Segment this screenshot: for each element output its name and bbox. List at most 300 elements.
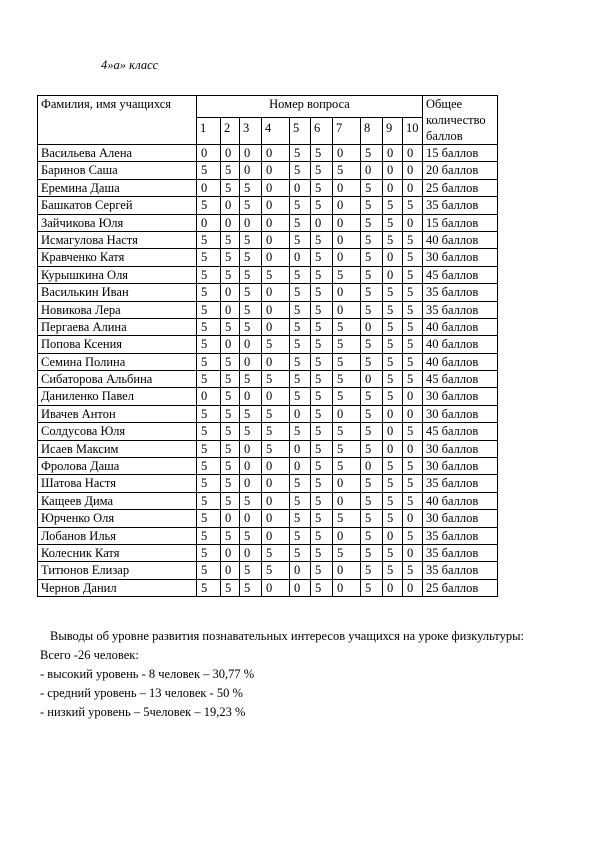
score-cell-q4: 0 xyxy=(262,231,290,248)
score-cell-q6: 5 xyxy=(311,145,333,162)
score-cell-q5: 0 xyxy=(290,562,311,579)
score-cell-q9: 5 xyxy=(383,214,403,231)
score-cell-q4: 0 xyxy=(262,301,290,318)
score-cell-q3: 0 xyxy=(240,458,262,475)
score-cell-q3: 5 xyxy=(240,231,262,248)
score-cell-q10: 5 xyxy=(403,527,423,544)
score-cell-q7: 5 xyxy=(333,162,361,179)
total-score: 40 баллов xyxy=(423,231,498,248)
score-cell-q9: 0 xyxy=(383,266,403,283)
score-cell-q6: 5 xyxy=(311,405,333,422)
score-cell-q3: 5 xyxy=(240,492,262,509)
score-cell-q4: 0 xyxy=(262,318,290,335)
total-score: 40 баллов xyxy=(423,336,498,353)
total-score: 35 баллов xyxy=(423,527,498,544)
total-score: 15 баллов xyxy=(423,145,498,162)
total-score: 30 баллов xyxy=(423,510,498,527)
score-cell-q10: 0 xyxy=(403,145,423,162)
score-cell-q2: 5 xyxy=(221,318,240,335)
score-cell-q4: 0 xyxy=(262,179,290,196)
score-cell-q2: 0 xyxy=(221,145,240,162)
score-cell-q8: 5 xyxy=(361,145,383,162)
score-cell-q2: 5 xyxy=(221,405,240,422)
header-question-4: 4 xyxy=(262,118,290,145)
score-cell-q10: 5 xyxy=(403,475,423,492)
score-cell-q5: 5 xyxy=(290,318,311,335)
score-cell-q8: 5 xyxy=(361,405,383,422)
score-cell-q7: 0 xyxy=(333,179,361,196)
score-cell-q3: 5 xyxy=(240,301,262,318)
header-question-10: 10 xyxy=(403,118,423,145)
student-name: Титюнов Елизар xyxy=(38,562,197,579)
score-cell-q8: 5 xyxy=(361,214,383,231)
table-row xyxy=(38,492,498,509)
scores-table xyxy=(37,95,498,597)
score-cell-q8: 5 xyxy=(361,510,383,527)
table-row xyxy=(38,249,498,266)
score-cell-q10: 5 xyxy=(403,562,423,579)
score-cell-q3: 0 xyxy=(240,510,262,527)
table-row xyxy=(38,388,498,405)
table-row xyxy=(38,179,498,196)
score-cell-q2: 5 xyxy=(221,475,240,492)
score-cell-q3: 5 xyxy=(240,197,262,214)
score-cell-q8: 5 xyxy=(361,527,383,544)
score-cell-q3: 0 xyxy=(240,336,262,353)
score-cell-q2: 0 xyxy=(221,197,240,214)
total-score: 35 баллов xyxy=(423,301,498,318)
header-question-2: 2 xyxy=(221,118,240,145)
total-score: 35 баллов xyxy=(423,284,498,301)
table-row xyxy=(38,301,498,318)
score-cell-q10: 5 xyxy=(403,371,423,388)
score-cell-q1: 5 xyxy=(197,231,221,248)
score-cell-q5: 5 xyxy=(290,266,311,283)
score-cell-q1: 5 xyxy=(197,527,221,544)
student-name: Юрченко Оля xyxy=(38,510,197,527)
table-row xyxy=(38,440,498,457)
score-cell-q3: 5 xyxy=(240,266,262,283)
table-row xyxy=(38,266,498,283)
score-cell-q8: 5 xyxy=(361,266,383,283)
score-cell-q8: 5 xyxy=(361,388,383,405)
score-cell-q2: 5 xyxy=(221,527,240,544)
header-total-line-3: баллов xyxy=(426,129,463,143)
score-cell-q8: 0 xyxy=(361,162,383,179)
score-cell-q8: 5 xyxy=(361,544,383,561)
score-cell-q1: 5 xyxy=(197,458,221,475)
score-cell-q4: 0 xyxy=(262,388,290,405)
score-cell-q10: 5 xyxy=(403,231,423,248)
score-cell-q2: 0 xyxy=(221,510,240,527)
table-row xyxy=(38,458,498,475)
score-cell-q3: 0 xyxy=(240,353,262,370)
score-cell-q4: 0 xyxy=(262,353,290,370)
score-cell-q9: 0 xyxy=(383,145,403,162)
score-cell-q2: 5 xyxy=(221,492,240,509)
score-cell-q4: 5 xyxy=(262,336,290,353)
score-cell-q8: 5 xyxy=(361,492,383,509)
score-cell-q9: 5 xyxy=(383,318,403,335)
score-cell-q4: 0 xyxy=(262,162,290,179)
score-cell-q9: 0 xyxy=(383,579,403,596)
summary-section xyxy=(40,627,540,722)
score-cell-q7: 0 xyxy=(333,527,361,544)
score-cell-q8: 5 xyxy=(361,231,383,248)
score-cell-q4: 5 xyxy=(262,562,290,579)
total-score: 15 баллов xyxy=(423,214,498,231)
table-row xyxy=(38,318,498,335)
student-name: Исаев Максим xyxy=(38,440,197,457)
score-cell-q6: 5 xyxy=(311,371,333,388)
score-cell-q1: 5 xyxy=(197,562,221,579)
score-cell-q4: 0 xyxy=(262,492,290,509)
header-question-8: 8 xyxy=(361,118,383,145)
total-score: 25 баллов xyxy=(423,179,498,196)
score-cell-q6: 5 xyxy=(311,197,333,214)
score-cell-q4: 5 xyxy=(262,371,290,388)
score-cell-q8: 5 xyxy=(361,562,383,579)
score-cell-q6: 0 xyxy=(311,214,333,231)
student-name: Кравченко Катя xyxy=(38,249,197,266)
header-question-3: 3 xyxy=(240,118,262,145)
score-cell-q1: 0 xyxy=(197,179,221,196)
score-cell-q7: 0 xyxy=(333,492,361,509)
student-name: Баринов Саша xyxy=(38,162,197,179)
score-cell-q2: 5 xyxy=(221,266,240,283)
score-cell-q8: 5 xyxy=(361,249,383,266)
header-question-5: 5 xyxy=(290,118,311,145)
table-row xyxy=(38,544,498,561)
score-cell-q7: 0 xyxy=(333,562,361,579)
total-score: 45 баллов xyxy=(423,266,498,283)
total-score: 30 баллов xyxy=(423,388,498,405)
score-cell-q5: 5 xyxy=(290,527,311,544)
score-cell-q6: 5 xyxy=(311,266,333,283)
student-name: Лобанов Илья xyxy=(38,527,197,544)
score-cell-q7: 0 xyxy=(333,301,361,318)
student-name: Курышкина Оля xyxy=(38,266,197,283)
score-cell-q10: 5 xyxy=(403,458,423,475)
score-cell-q10: 5 xyxy=(403,492,423,509)
table-row xyxy=(38,197,498,214)
header-question-1: 1 xyxy=(197,118,221,145)
score-cell-q9: 5 xyxy=(383,301,403,318)
total-score: 30 баллов xyxy=(423,440,498,457)
student-name: Кащеев Дима xyxy=(38,492,197,509)
score-cell-q6: 5 xyxy=(311,544,333,561)
total-score: 30 баллов xyxy=(423,405,498,422)
score-cell-q4: 5 xyxy=(262,405,290,422)
score-cell-q10: 0 xyxy=(403,405,423,422)
score-cell-q7: 5 xyxy=(333,336,361,353)
score-cell-q3: 0 xyxy=(240,145,262,162)
score-cell-q2: 5 xyxy=(221,579,240,596)
total-score: 40 баллов xyxy=(423,318,498,335)
score-cell-q7: 0 xyxy=(333,231,361,248)
table-row xyxy=(38,423,498,440)
score-cell-q6: 5 xyxy=(311,423,333,440)
score-cell-q3: 5 xyxy=(240,405,262,422)
score-cell-q2: 5 xyxy=(221,162,240,179)
score-cell-q5: 5 xyxy=(290,145,311,162)
score-cell-q10: 5 xyxy=(403,197,423,214)
score-cell-q1: 5 xyxy=(197,510,221,527)
table-row xyxy=(38,562,498,579)
student-name: Чернов Данил xyxy=(38,579,197,596)
score-cell-q1: 0 xyxy=(197,145,221,162)
score-cell-q9: 5 xyxy=(383,231,403,248)
student-name: Васильева Алена xyxy=(38,145,197,162)
score-cell-q5: 5 xyxy=(290,197,311,214)
score-cell-q2: 5 xyxy=(221,353,240,370)
score-cell-q9: 5 xyxy=(383,371,403,388)
score-cell-q8: 0 xyxy=(361,458,383,475)
score-cell-q9: 0 xyxy=(383,440,403,457)
score-cell-q3: 0 xyxy=(240,388,262,405)
table-row xyxy=(38,579,498,596)
score-cell-q9: 0 xyxy=(383,527,403,544)
score-cell-q10: 0 xyxy=(403,544,423,561)
score-cell-q9: 0 xyxy=(383,162,403,179)
score-cell-q10: 5 xyxy=(403,249,423,266)
score-cell-q4: 0 xyxy=(262,510,290,527)
score-cell-q7: 0 xyxy=(333,405,361,422)
score-cell-q10: 0 xyxy=(403,162,423,179)
score-cell-q2: 5 xyxy=(221,231,240,248)
student-name: Исмагулова Настя xyxy=(38,231,197,248)
score-cell-q7: 0 xyxy=(333,579,361,596)
score-cell-q1: 5 xyxy=(197,371,221,388)
header-total-score xyxy=(423,96,498,145)
class-title: 4»а» класс xyxy=(101,58,159,72)
score-cell-q5: 5 xyxy=(290,231,311,248)
score-cell-q7: 5 xyxy=(333,423,361,440)
score-cell-q5: 5 xyxy=(290,301,311,318)
score-cell-q1: 5 xyxy=(197,162,221,179)
table-row xyxy=(38,284,498,301)
table-row xyxy=(38,336,498,353)
score-cell-q2: 5 xyxy=(221,371,240,388)
score-cell-q9: 0 xyxy=(383,249,403,266)
summary-total: Всего -26 человек: xyxy=(40,648,139,662)
score-cell-q9: 5 xyxy=(383,544,403,561)
table-header-row-1 xyxy=(38,96,498,118)
total-score: 45 баллов xyxy=(423,423,498,440)
score-cell-q3: 5 xyxy=(240,527,262,544)
score-cell-q7: 0 xyxy=(333,249,361,266)
table-row xyxy=(38,214,498,231)
score-cell-q1: 5 xyxy=(197,440,221,457)
score-cell-q7: 0 xyxy=(333,475,361,492)
score-cell-q7: 5 xyxy=(333,544,361,561)
score-cell-q3: 0 xyxy=(240,544,262,561)
score-cell-q1: 5 xyxy=(197,353,221,370)
score-cell-q7: 5 xyxy=(333,510,361,527)
score-cell-q9: 5 xyxy=(383,336,403,353)
score-cell-q5: 5 xyxy=(290,353,311,370)
table-row xyxy=(38,510,498,527)
score-cell-q1: 5 xyxy=(197,301,221,318)
score-cell-q5: 0 xyxy=(290,440,311,457)
score-cell-q8: 5 xyxy=(361,301,383,318)
score-cell-q4: 0 xyxy=(262,579,290,596)
score-cell-q4: 0 xyxy=(262,527,290,544)
score-cell-q7: 0 xyxy=(333,284,361,301)
score-cell-q6: 5 xyxy=(311,562,333,579)
score-cell-q2: 5 xyxy=(221,440,240,457)
total-score: 35 баллов xyxy=(423,544,498,561)
score-cell-q5: 0 xyxy=(290,249,311,266)
score-cell-q5: 5 xyxy=(290,423,311,440)
score-cell-q6: 5 xyxy=(311,231,333,248)
table-row xyxy=(38,527,498,544)
score-cell-q3: 0 xyxy=(240,475,262,492)
score-cell-q7: 5 xyxy=(333,458,361,475)
score-cell-q4: 0 xyxy=(262,197,290,214)
score-cell-q8: 5 xyxy=(361,475,383,492)
score-cell-q1: 5 xyxy=(197,492,221,509)
total-score: 40 баллов xyxy=(423,353,498,370)
score-cell-q4: 5 xyxy=(262,423,290,440)
score-cell-q6: 5 xyxy=(311,162,333,179)
score-cell-q8: 5 xyxy=(361,353,383,370)
student-name: Колесник Катя xyxy=(38,544,197,561)
score-cell-q6: 5 xyxy=(311,388,333,405)
header-question-6: 6 xyxy=(311,118,333,145)
score-cell-q5: 0 xyxy=(290,579,311,596)
score-cell-q9: 5 xyxy=(383,388,403,405)
total-score: 40 баллов xyxy=(423,492,498,509)
total-score: 35 баллов xyxy=(423,562,498,579)
score-cell-q1: 5 xyxy=(197,405,221,422)
score-cell-q6: 5 xyxy=(311,179,333,196)
score-cell-q3: 5 xyxy=(240,579,262,596)
score-cell-q2: 5 xyxy=(221,458,240,475)
score-cell-q9: 0 xyxy=(383,179,403,196)
score-cell-q4: 5 xyxy=(262,440,290,457)
total-score: 35 баллов xyxy=(423,197,498,214)
score-cell-q7: 5 xyxy=(333,440,361,457)
score-cell-q10: 5 xyxy=(403,318,423,335)
score-cell-q5: 5 xyxy=(290,162,311,179)
score-cell-q2: 5 xyxy=(221,423,240,440)
score-cell-q3: 5 xyxy=(240,371,262,388)
score-cell-q7: 0 xyxy=(333,197,361,214)
score-cell-q7: 5 xyxy=(333,353,361,370)
score-cell-q9: 0 xyxy=(383,405,403,422)
student-name: Фролова Даша xyxy=(38,458,197,475)
student-name: Ивачев Антон xyxy=(38,405,197,422)
student-name: Сибаторова Альбина xyxy=(38,371,197,388)
score-cell-q10: 0 xyxy=(403,440,423,457)
score-cell-q4: 0 xyxy=(262,214,290,231)
score-cell-q6: 5 xyxy=(311,492,333,509)
score-cell-q8: 0 xyxy=(361,371,383,388)
score-cell-q1: 5 xyxy=(197,579,221,596)
score-cell-q9: 5 xyxy=(383,197,403,214)
score-cell-q3: 0 xyxy=(240,162,262,179)
score-cell-q10: 5 xyxy=(403,284,423,301)
score-cell-q2: 0 xyxy=(221,214,240,231)
score-cell-q7: 5 xyxy=(333,318,361,335)
score-cell-q9: 0 xyxy=(383,423,403,440)
score-cell-q9: 5 xyxy=(383,510,403,527)
table-row xyxy=(38,353,498,370)
score-cell-q3: 0 xyxy=(240,440,262,457)
score-cell-q5: 5 xyxy=(290,510,311,527)
score-cell-q6: 5 xyxy=(311,510,333,527)
total-score: 35 баллов xyxy=(423,475,498,492)
student-name: Новикова Лера xyxy=(38,301,197,318)
score-cell-q10: 0 xyxy=(403,510,423,527)
score-cell-q1: 0 xyxy=(197,214,221,231)
summary-level-low: - низкий уровень – 5человек – 19,23 % xyxy=(40,705,246,719)
total-score: 30 баллов xyxy=(423,458,498,475)
header-total-line-2: количество xyxy=(426,113,486,127)
score-cell-q5: 5 xyxy=(290,214,311,231)
student-name: Даниленко Павел xyxy=(38,388,197,405)
student-name: Еремина Даша xyxy=(38,179,197,196)
score-cell-q6: 5 xyxy=(311,318,333,335)
student-name: Пергаева Алина xyxy=(38,318,197,335)
score-cell-q6: 5 xyxy=(311,440,333,457)
score-cell-q10: 0 xyxy=(403,579,423,596)
score-cell-q9: 5 xyxy=(383,353,403,370)
score-cell-q2: 0 xyxy=(221,544,240,561)
table-row xyxy=(38,405,498,422)
score-cell-q5: 0 xyxy=(290,179,311,196)
score-cell-q2: 0 xyxy=(221,284,240,301)
score-cell-q3: 5 xyxy=(240,179,262,196)
score-cell-q10: 5 xyxy=(403,423,423,440)
score-cell-q6: 5 xyxy=(311,527,333,544)
score-cell-q6: 5 xyxy=(311,284,333,301)
score-cell-q4: 5 xyxy=(262,544,290,561)
score-cell-q1: 5 xyxy=(197,544,221,561)
score-cell-q3: 0 xyxy=(240,214,262,231)
score-cell-q1: 5 xyxy=(197,266,221,283)
table-row xyxy=(38,371,498,388)
score-cell-q9: 5 xyxy=(383,492,403,509)
student-name: Солдусова Юля xyxy=(38,423,197,440)
score-cell-q10: 5 xyxy=(403,266,423,283)
score-cell-q1: 0 xyxy=(197,388,221,405)
student-name: Башкатов Сергей xyxy=(38,197,197,214)
score-cell-q5: 5 xyxy=(290,544,311,561)
total-score: 25 баллов xyxy=(423,579,498,596)
score-cell-q10: 0 xyxy=(403,388,423,405)
score-cell-q4: 5 xyxy=(262,266,290,283)
score-cell-q1: 5 xyxy=(197,249,221,266)
score-cell-q6: 5 xyxy=(311,579,333,596)
score-cell-q8: 5 xyxy=(361,336,383,353)
total-score: 45 баллов xyxy=(423,371,498,388)
table-row xyxy=(38,145,498,162)
total-score: 20 баллов xyxy=(423,162,498,179)
score-cell-q10: 5 xyxy=(403,301,423,318)
score-cell-q10: 5 xyxy=(403,353,423,370)
score-cell-q3: 5 xyxy=(240,284,262,301)
score-cell-q6: 5 xyxy=(311,301,333,318)
score-cell-q6: 5 xyxy=(311,353,333,370)
score-cell-q10: 0 xyxy=(403,214,423,231)
score-cell-q9: 5 xyxy=(383,284,403,301)
score-cell-q9: 5 xyxy=(383,458,403,475)
score-cell-q10: 0 xyxy=(403,179,423,196)
score-cell-q5: 0 xyxy=(290,458,311,475)
total-score: 30 баллов xyxy=(423,249,498,266)
